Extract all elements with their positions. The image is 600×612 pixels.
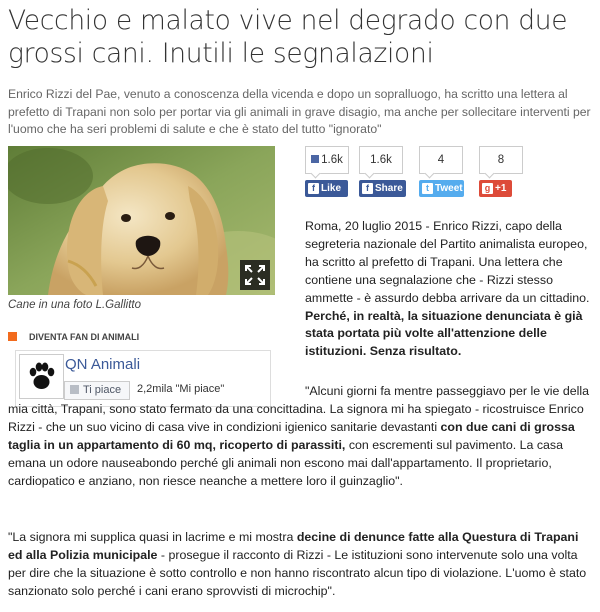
gplus-count-box [479,146,523,174]
facebook-icon: f [308,183,319,194]
orange-square-icon [8,332,17,341]
twitter-tweet-button[interactable] [419,180,464,197]
twitter-bird-icon: t [422,183,433,194]
thumbs-up-icon [311,155,319,163]
article-photo[interactable] [8,146,275,295]
photo-caption: Cane in una foto L.Gallitto [8,299,141,311]
gplus-label: +1 [495,183,507,194]
gplus-button[interactable] [479,180,512,197]
fan-page-name[interactable]: QN Animali [65,356,141,373]
fan-section-label [8,332,139,342]
article-title: Vecchio e malato vive nel degrado con due grossi cani. Inutili le segnalazioni [8,5,568,69]
facebook-share-label: Share [375,183,403,194]
twitter-count-box [419,146,463,174]
fan-label-text: DIVENTA FAN DI ANIMALI [29,332,140,342]
fan-like-count: 2,2mila "Mi piace" [137,383,225,395]
paragraph-text: Roma, 20 luglio 2015 - Enrico Rizzi, capo della segreteria nazionale del Partito animalista europeo, ha scritto al prefetto di Trapani. Una lettera che contiene una segnalazione che - Rizzi stesso ammette - è assurdo debba arrivare da un cittadino. [305,219,590,305]
facebook-share-count: 1.6k [370,154,392,166]
article-paragraph-1 [305,218,593,361]
article-summary: Enrico Rizzi del Pae, venuto a conoscenza della vicenda e dopo un sopralluogo, ha scritto una lettera al prefetto di Trapani non solo per portar via gli animali in grave disagio, ma anche per sollecitare interventi per l'uomo che ha seri problemi di salute e che è stato del tutto "ignorato" [8,87,591,136]
facebook-like-count: 1.6k [321,154,343,166]
gplus-icon: g [482,183,493,194]
paragraph-text: "La signora mi supplica quasi in lacrime e mi mostra [8,530,297,544]
twitter-count: 4 [437,154,445,166]
twitter-tweet-label: Tweet [435,183,463,194]
paragraph-text: "Alcuni giorni fa mentre passeggiavo per le vie della mia città, Trapani, sono stato fermato da una concittadina. La signora mi ha spiegato - ricostruisce Enrico Rizzi - che un suo vicino di casa vive in condizioni igienico sanitarie devastanti [8,384,590,434]
article-paragraph-3 [8,529,594,601]
like-page-label: Ti piace [83,384,122,396]
paragraph-bold-text: con due cani di grossa taglia in un appartamento di 60 mq, ricoperto di parassiti, [8,419,575,452]
facebook-like-label: Like [321,183,342,194]
gplus-count: 8 [497,154,505,166]
facebook-share-button[interactable] [359,180,406,197]
article-paragraph-2 [8,383,594,490]
dog-image [8,146,275,295]
facebook-icon: f [362,183,373,194]
expand-icon[interactable] [240,260,270,290]
facebook-like-button[interactable] [305,180,348,197]
facebook-share-count-box [359,146,403,174]
paragraph-bold-text: Perché, in realtà, la situazione denunciata è già stata portata più volte all'attenzione delle istituzioni. Senza risultato. [305,308,583,359]
paragraph-bold-text: decine di denunce fatte alla Questura di Trapani ed alla Polizia municipale [8,530,579,562]
paragraph-text: con escrementi sul pavimento. La casa emana un odore nauseabondo perché gli animali non escono mai dall'appartamento. Il proprietario, cardiopatico e anziano, non riesce neanche a mettere loro il guinzaglio". [8,437,564,488]
facebook-like-count-box [305,146,349,174]
paragraph-text: - prosegue il racconto di Rizzi - Le istituzioni sono intervenute solo una volta per dire che la situazione è sotto controllo e non hanno riscontrato alcun tipo di violazione. L'uomo è stato sanzionato solo perché i cani erano sprovvisti di microchip". [8,547,587,598]
